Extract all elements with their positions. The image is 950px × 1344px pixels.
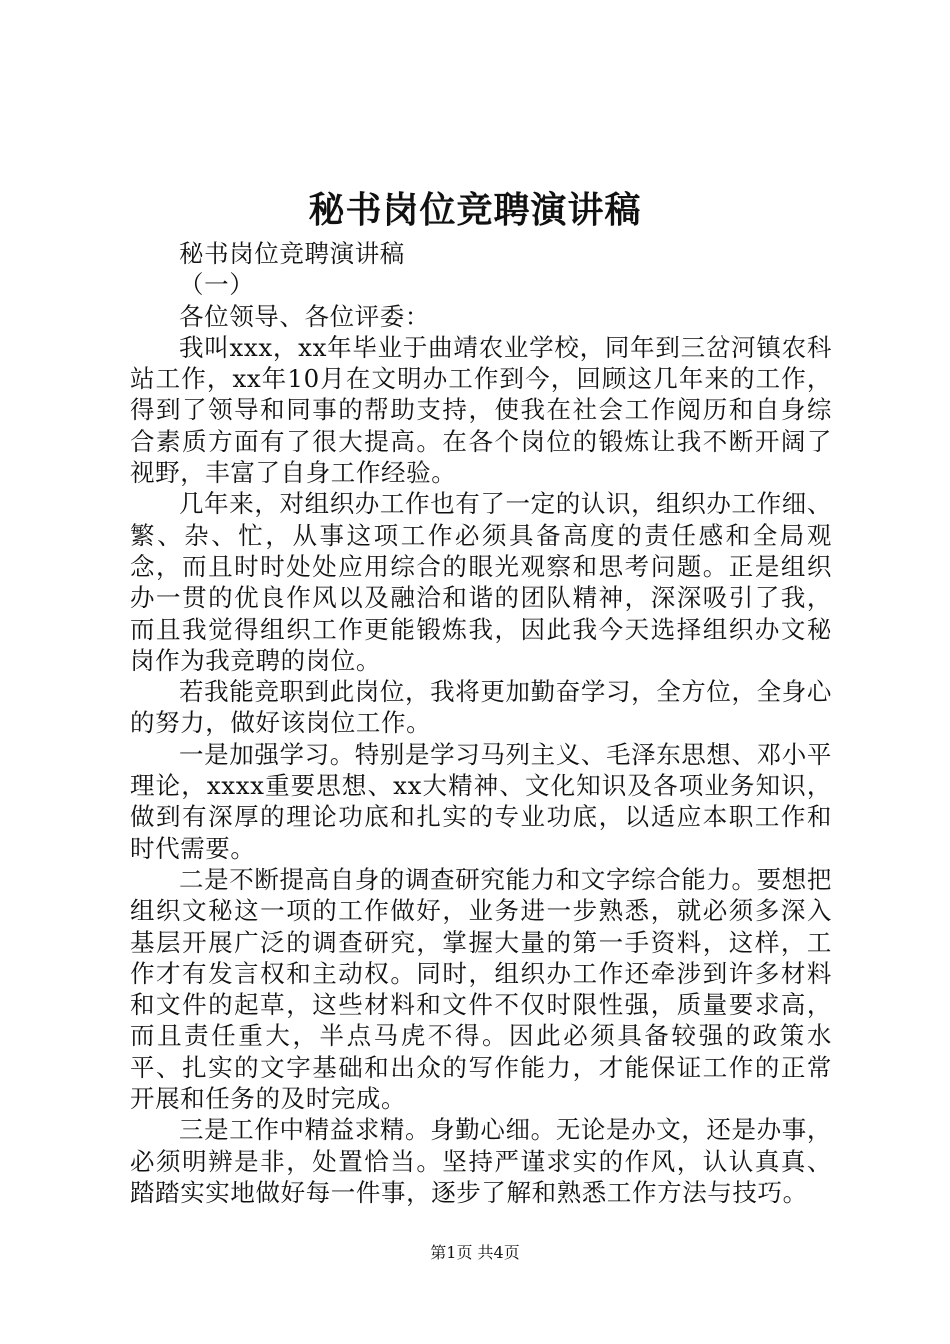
body-paragraph: 我叫xxx，xx年毕业于曲靖农业学校，同年到三岔河镇农科站工作，xx年10月在文明办工作到今，回顾这几年来的工作，得到了领导和同事的帮助支持，使我在社会工作阅历和自身综合素质方面有了很大提高。在各个岗位的锻炼让我不断开阔了视野，丰富了自身工作经验。 <box>130 332 832 488</box>
body-paragraph: 若我能竞职到此岗位，我将更加勤奋学习，全方位，全身心的努力，做好该岗位工作。 <box>130 677 832 738</box>
section-number-paragraph: （一） <box>179 270 255 300</box>
document-body <box>130 238 832 1208</box>
body-paragraph: 一是加强学习。特别是学习马列主义、毛泽东思想、邓小平理论，xxxx重要思想、xx大精神、文化知识及各项业务知识，做到有深厚的理论功底和扎实的专业功底，以适应本职工作和时代需要。 <box>130 739 832 863</box>
document-title: 秘书岗位竞聘演讲稿 <box>308 189 642 231</box>
salutation-paragraph: 各位领导、各位评委： <box>179 301 430 331</box>
body-paragraph: 几年来，对组织办工作也有了一定的认识，组织办工作细、繁、杂、忙，从事这项工作必须具备高度的责任感和全局观念，而且时时处处应用综合的眼光观察和思考问题。正是组织办一贯的优良作风以及融洽和谐的团队精神，深深吸引了我，而且我觉得组织工作更能锻炼我，因此我今天选择组织办文秘岗作为我竞聘的岗位。 <box>130 489 832 675</box>
page-footer: 第1页 共4页 <box>430 1243 520 1262</box>
body-paragraph: 三是工作中精益求精。身勤心细。无论是办文，还是办事，必须明辨是非，处置恰当。坚持严谨求实的作风，认认真真、踏踏实实地做好每一件事，逐步了解和熟悉工作方法与技巧。 <box>130 1115 832 1207</box>
subtitle-paragraph: 秘书岗位竞聘演讲稿 <box>179 239 405 268</box>
body-paragraph: 二是不断提高自身的调查研究能力和文字综合能力。要想把组织文秘这一项的工作做好，业务进一步熟悉，就必须多深入基层开展广泛的调查研究，掌握大量的第一手资料，这样，工作才有发言权和主动权。同时，组织办工作还牵涉到许多材料和文件的起草，这些材料和文件不仅时限性强，质量要求高，而且责任重大，半点马虎不得。因此必须具备较强的政策水平、扎实的文字基础和出众的写作能力，才能保证工作的正常开展和任务的及时完成。 <box>130 864 832 1114</box>
